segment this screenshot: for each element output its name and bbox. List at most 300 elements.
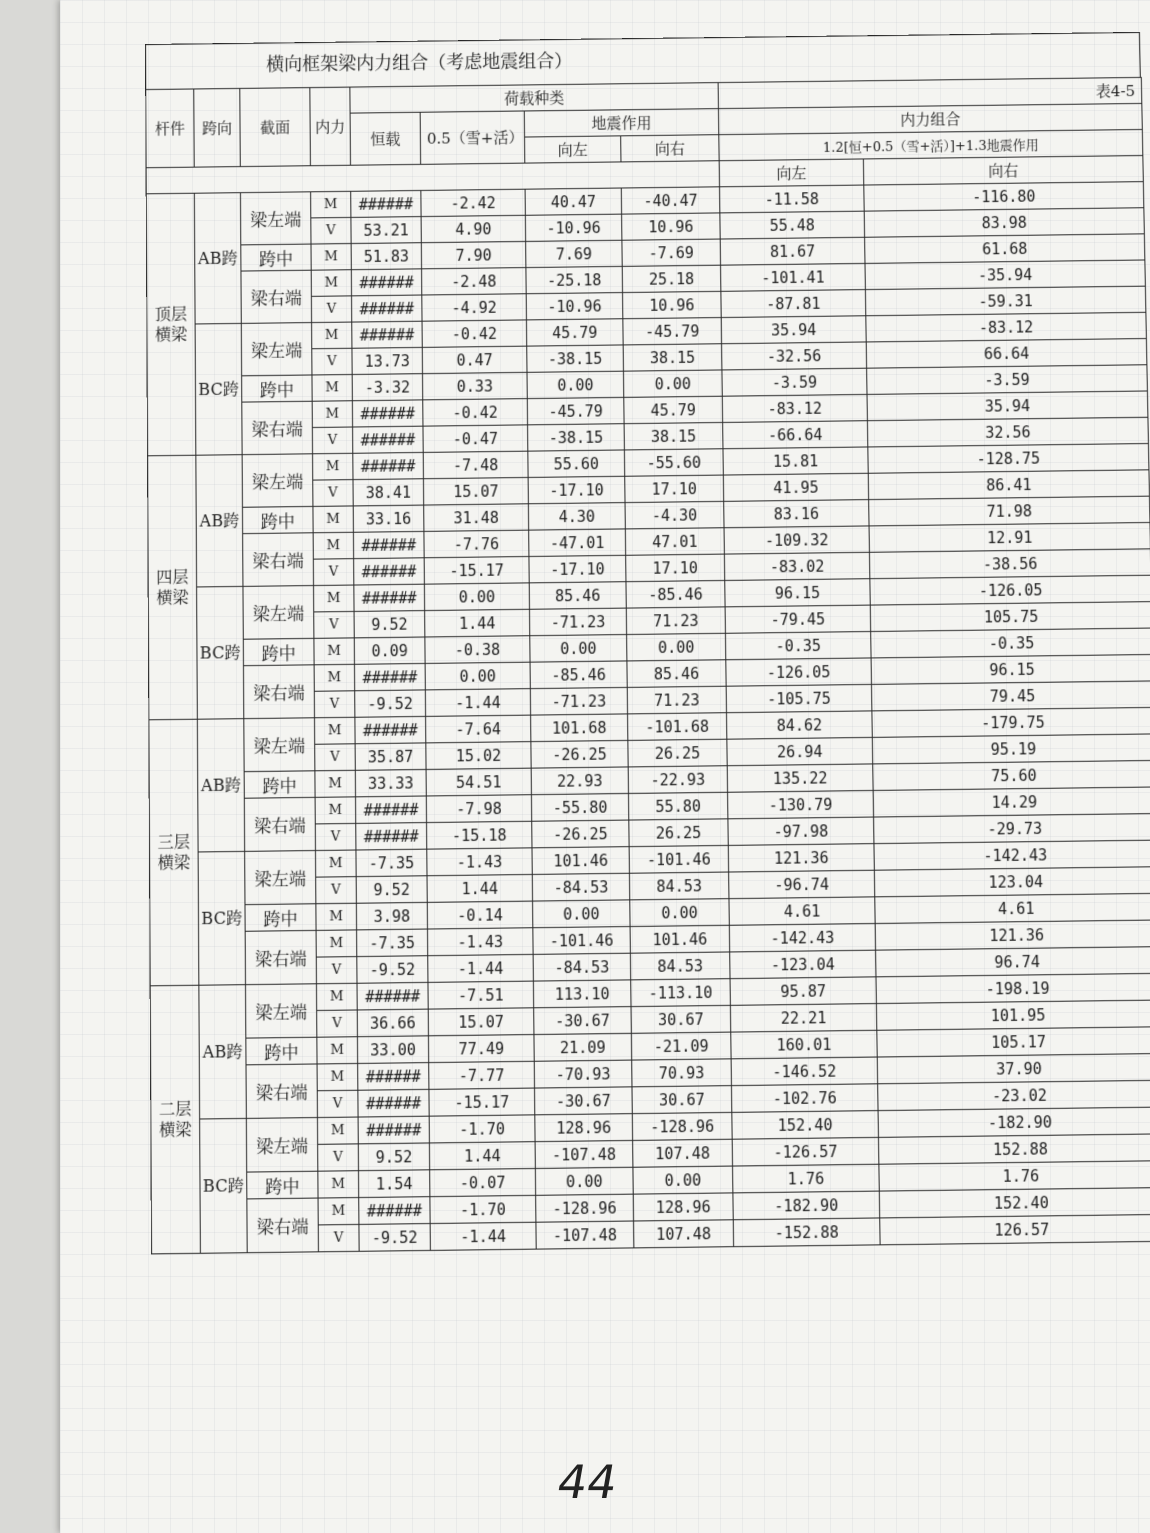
- snow-live-cell: -1.44: [430, 1222, 536, 1250]
- force-type-cell: M: [313, 453, 353, 480]
- span-label: AB跨: [199, 985, 246, 1119]
- section-label: 跨中: [241, 244, 311, 271]
- combo-right-cell: 71.98: [869, 496, 1150, 526]
- dead-load-cell: -9.52: [357, 956, 428, 984]
- force-type-cell: V: [317, 1010, 358, 1037]
- dead-load-cell: ######: [356, 823, 427, 850]
- combo-left-cell: -83.02: [724, 552, 869, 580]
- snow-live-cell: -7.48: [423, 451, 528, 479]
- seismic-left-cell: 40.47: [525, 188, 622, 215]
- seismic-left-cell: -84.53: [532, 873, 629, 901]
- force-type-cell: M: [316, 903, 357, 930]
- combo-left-cell: -96.74: [729, 870, 875, 898]
- combo-left-cell: -79.45: [725, 605, 871, 633]
- seismic-right-cell: 0.00: [630, 899, 730, 927]
- seismic-left-cell: 0.00: [533, 900, 631, 928]
- combo-left-cell: 55.48: [720, 211, 865, 239]
- dead-load-cell: 0.09: [354, 637, 425, 664]
- combo-right-cell: -3.59: [867, 365, 1148, 395]
- combo-right-cell: -83.12: [866, 312, 1147, 342]
- combo-left-cell: 96.15: [725, 579, 871, 607]
- combo-right-cell: 105.17: [877, 1027, 1150, 1057]
- seismic-left-cell: 55.60: [528, 450, 625, 477]
- seismic-right-cell: 0.00: [627, 633, 726, 661]
- snow-live-cell: 15.02: [426, 742, 531, 770]
- dead-load-cell: ######: [358, 1089, 429, 1117]
- section-label: 梁左端: [244, 718, 315, 772]
- table-header: [146, 77, 1144, 193]
- combo-left-cell: -3.59: [722, 368, 867, 396]
- combo-left-cell: -32.56: [722, 342, 867, 370]
- dead-load-cell: 33.00: [357, 1036, 428, 1064]
- combo-left-cell: -105.75: [726, 684, 872, 712]
- combo-left-cell: -142.43: [729, 923, 875, 951]
- combo-right-cell: 75.60: [873, 760, 1150, 790]
- dead-load-cell: 53.21: [351, 217, 421, 244]
- seismic-right-cell: -21.09: [631, 1032, 731, 1060]
- dead-load-cell: 33.33: [355, 769, 426, 796]
- snow-live-cell: -0.42: [423, 399, 528, 427]
- header-seismic-left: 向左: [525, 136, 621, 163]
- combo-right-cell: 66.64: [866, 339, 1147, 369]
- combo-left-cell: 81.67: [720, 237, 865, 265]
- force-type-cell: V: [311, 296, 351, 323]
- span-label: BC跨: [198, 851, 245, 985]
- combo-left-cell: -101.41: [721, 263, 866, 291]
- section-label: 跨中: [245, 904, 316, 932]
- seismic-right-cell: 71.23: [627, 686, 726, 714]
- seismic-left-cell: -30.67: [534, 1007, 632, 1035]
- dead-load-cell: 9.52: [358, 1143, 429, 1171]
- section-label: 梁左端: [243, 586, 314, 640]
- paper-page: [60, 0, 1150, 1533]
- combo-left-cell: -0.35: [725, 632, 871, 660]
- seismic-right-cell: 128.96: [633, 1193, 733, 1221]
- combo-right-cell: 14.29: [873, 787, 1150, 817]
- seismic-right-cell: 17.10: [626, 554, 725, 582]
- seismic-right-cell: 85.46: [627, 660, 726, 688]
- combo-left-cell: 152.40: [732, 1111, 879, 1140]
- combo-right-cell: 105.75: [870, 602, 1150, 632]
- seismic-left-cell: 113.10: [533, 980, 631, 1008]
- snow-live-cell: 0.00: [424, 583, 529, 611]
- seismic-left-cell: -25.18: [526, 266, 623, 293]
- header-force: 内力: [310, 87, 351, 166]
- seismic-left-cell: 128.96: [535, 1114, 633, 1142]
- force-type-cell: V: [313, 559, 354, 586]
- section-label: 梁右端: [247, 1198, 319, 1253]
- combo-right-cell: -128.75: [868, 444, 1149, 474]
- dead-load-cell: 38.41: [353, 479, 424, 506]
- seismic-right-cell: 17.10: [625, 475, 724, 503]
- seismic-right-cell: 10.96: [623, 291, 722, 318]
- force-type-cell: M: [315, 770, 356, 797]
- dead-load-cell: 9.52: [354, 611, 425, 638]
- seismic-left-cell: -38.15: [528, 424, 625, 451]
- seismic-right-cell: 107.48: [633, 1139, 733, 1167]
- seismic-left-cell: -70.93: [534, 1060, 632, 1088]
- section-label: 跨中: [244, 771, 315, 798]
- force-type-cell: M: [316, 930, 357, 957]
- combo-right-cell: 12.91: [869, 522, 1150, 552]
- snow-live-cell: 15.07: [428, 1008, 534, 1036]
- combo-left-cell: -146.52: [731, 1057, 878, 1086]
- snow-live-cell: -2.42: [421, 189, 525, 216]
- dead-load-cell: ######: [352, 400, 423, 427]
- snow-live-cell: -2.48: [422, 268, 527, 295]
- span-label: AB跨: [194, 193, 241, 324]
- header-section: 截面: [240, 88, 311, 167]
- seismic-left-cell: -10.96: [526, 293, 623, 320]
- combo-right-cell: 79.45: [871, 681, 1150, 711]
- section-label: 梁右端: [244, 797, 315, 851]
- seismic-left-cell: 0.00: [530, 635, 627, 663]
- snow-live-cell: -15.18: [427, 821, 532, 849]
- combo-right-cell: 86.41: [868, 470, 1149, 500]
- seismic-right-cell: 0.00: [633, 1166, 733, 1194]
- span-label: AB跨: [197, 719, 244, 852]
- snow-live-cell: -1.70: [429, 1115, 535, 1143]
- force-combination-table: [145, 77, 1150, 1255]
- seismic-left-cell: -26.25: [532, 820, 629, 848]
- combo-left-cell: -182.90: [733, 1191, 880, 1220]
- snow-live-cell: 0.00: [425, 662, 530, 690]
- force-type-cell: M: [317, 1117, 358, 1144]
- snow-live-cell: 4.90: [421, 215, 526, 242]
- seismic-left-cell: 0.00: [527, 371, 624, 398]
- seismic-right-cell: -101.46: [629, 845, 729, 873]
- combo-right-cell: -116.80: [864, 182, 1144, 212]
- force-type-cell: V: [314, 691, 355, 718]
- force-type-cell: M: [313, 506, 353, 533]
- force-type-cell: M: [314, 638, 355, 665]
- dead-load-cell: -7.35: [356, 849, 427, 876]
- force-type-cell: M: [315, 797, 356, 824]
- snow-live-cell: -1.44: [425, 689, 530, 717]
- snow-live-cell: -0.14: [427, 901, 533, 929]
- combo-left-cell: 83.16: [724, 500, 869, 528]
- combo-right-cell: -35.94: [865, 260, 1145, 290]
- seismic-right-cell: -7.69: [622, 239, 721, 266]
- seismic-right-cell: 0.00: [623, 370, 722, 397]
- combo-right-cell: -126.05: [870, 575, 1150, 605]
- seismic-left-cell: -71.23: [530, 687, 627, 715]
- force-type-cell: M: [311, 191, 351, 218]
- combo-right-cell: 152.88: [878, 1134, 1150, 1164]
- seismic-left-cell: -107.48: [536, 1221, 634, 1249]
- seismic-left-cell: 0.00: [535, 1167, 633, 1195]
- section-label: 跨中: [242, 375, 313, 402]
- seismic-left-cell: -101.46: [533, 927, 631, 955]
- force-type-cell: M: [312, 374, 352, 401]
- force-type-cell: V: [311, 217, 351, 244]
- force-type-cell: V: [315, 744, 356, 771]
- combo-left-cell: -11.58: [720, 185, 865, 213]
- seismic-left-cell: 21.09: [534, 1033, 632, 1061]
- combo-left-cell: -83.12: [722, 394, 867, 422]
- dead-load-cell: ######: [352, 295, 422, 322]
- dead-load-cell: ######: [357, 982, 428, 1010]
- seismic-left-cell: -26.25: [531, 740, 628, 768]
- header-combination: 内力组合: [718, 103, 1142, 134]
- seismic-left-cell: -30.67: [535, 1087, 633, 1115]
- combo-left-cell: 41.95: [723, 473, 868, 501]
- force-type-cell: M: [317, 1037, 358, 1064]
- snow-live-cell: -1.44: [428, 954, 534, 982]
- snow-live-cell: -15.17: [429, 1088, 535, 1116]
- dead-load-cell: -9.52: [355, 690, 426, 717]
- seismic-left-cell: -10.96: [525, 214, 622, 241]
- seismic-left-cell: 101.46: [532, 847, 629, 875]
- combo-right-cell: 32.56: [867, 417, 1148, 447]
- dead-load-cell: 36.66: [357, 1009, 428, 1037]
- seismic-right-cell: 71.23: [626, 607, 725, 635]
- section-label: 梁左端: [246, 1118, 317, 1173]
- combo-right-cell: -29.73: [874, 814, 1150, 844]
- span-label: BC跨: [195, 323, 242, 455]
- header-combo-formula: 1.2[恒+0.5（雪+活）]+1.3地震作用: [719, 129, 1143, 160]
- floor-label: 四层横梁: [148, 455, 198, 720]
- table-title: 横向框架梁内力组合（考虑地震组合）: [145, 32, 1141, 89]
- force-type-cell: V: [315, 823, 356, 850]
- seismic-left-cell: 85.46: [529, 582, 626, 610]
- span-label: AB跨: [196, 455, 243, 587]
- snow-live-cell: 0.33: [422, 372, 527, 400]
- dead-load-cell: ######: [352, 321, 423, 348]
- dead-load-cell: ######: [353, 426, 424, 453]
- section-label: 跨中: [242, 506, 313, 533]
- header-member: 杆件: [146, 89, 194, 168]
- seismic-right-cell: 26.25: [629, 819, 728, 847]
- combo-right-cell: -182.90: [878, 1107, 1150, 1137]
- seismic-left-cell: 7.69: [526, 240, 623, 267]
- force-type-cell: M: [311, 244, 351, 271]
- snow-live-cell: 1.44: [427, 874, 533, 902]
- combo-left-cell: -152.88: [733, 1218, 880, 1247]
- combo-left-cell: 26.94: [727, 737, 873, 765]
- section-label: 梁左端: [240, 192, 311, 245]
- seismic-right-cell: 26.25: [628, 739, 727, 767]
- section-label: 梁左端: [242, 454, 313, 508]
- combo-right-cell: 123.04: [874, 867, 1150, 897]
- combo-right-cell: -0.35: [871, 628, 1150, 658]
- snow-live-cell: 77.49: [428, 1035, 534, 1063]
- force-type-cell: M: [318, 1198, 359, 1225]
- snow-live-cell: -7.76: [424, 530, 529, 558]
- force-type-cell: M: [314, 664, 355, 691]
- combo-right-cell: -59.31: [865, 286, 1145, 316]
- seismic-left-cell: -107.48: [535, 1140, 633, 1168]
- header-snow-live: 0.5（雪+活）: [420, 111, 525, 164]
- seismic-right-cell: 30.67: [632, 1086, 732, 1114]
- combo-left-cell: -97.98: [728, 817, 874, 845]
- span-label: BC跨: [197, 586, 244, 719]
- combo-right-cell: -38.56: [869, 549, 1150, 579]
- combo-right-cell: 96.74: [876, 947, 1150, 977]
- seismic-right-cell: -85.46: [626, 580, 725, 608]
- dead-load-cell: 51.83: [351, 243, 421, 270]
- section-label: 梁右端: [246, 1064, 317, 1118]
- snow-live-cell: 0.47: [422, 346, 527, 374]
- snow-live-cell: -4.92: [422, 294, 527, 321]
- seismic-left-cell: -128.96: [536, 1194, 634, 1222]
- snow-live-cell: -1.43: [427, 928, 533, 956]
- header-span: 跨向: [194, 88, 241, 167]
- dead-load-cell: ######: [358, 1116, 429, 1144]
- combo-left-cell: -126.05: [726, 658, 872, 686]
- combo-left-cell: -66.64: [723, 421, 868, 449]
- seismic-left-cell: -84.53: [533, 953, 631, 981]
- combo-right-cell: 121.36: [875, 920, 1150, 950]
- section-label: 梁右端: [243, 533, 314, 587]
- floor-label: 顶层横梁: [146, 193, 196, 456]
- force-type-cell: V: [313, 480, 353, 507]
- force-type-cell: M: [314, 585, 355, 612]
- header-combo-right: 向右: [863, 156, 1143, 186]
- snow-live-cell: -7.98: [426, 795, 531, 823]
- combo-right-cell: 126.57: [880, 1214, 1150, 1244]
- snow-live-cell: -7.64: [426, 715, 531, 743]
- seismic-left-cell: -17.10: [529, 555, 626, 583]
- section-label: 梁左端: [245, 984, 316, 1038]
- seismic-right-cell: -113.10: [631, 979, 731, 1007]
- header-dead-load: 恒载: [350, 112, 421, 165]
- header-seismic-right: 向右: [621, 135, 719, 162]
- combo-left-cell: -130.79: [728, 790, 874, 818]
- combo-right-cell: 35.94: [867, 391, 1148, 421]
- dead-load-cell: -9.52: [359, 1224, 430, 1252]
- combo-right-cell: -179.75: [872, 707, 1150, 737]
- combo-left-cell: 35.94: [721, 316, 866, 344]
- force-type-cell: V: [316, 957, 357, 984]
- dead-load-cell: ######: [354, 663, 425, 690]
- seismic-right-cell: 70.93: [632, 1059, 732, 1087]
- seismic-right-cell: 38.15: [624, 422, 723, 449]
- seismic-left-cell: 22.93: [531, 767, 628, 795]
- seismic-right-cell: 45.79: [624, 396, 723, 423]
- seismic-left-cell: -55.80: [531, 793, 628, 821]
- seismic-left-cell: 101.68: [531, 714, 628, 742]
- seismic-left-cell: -47.01: [529, 529, 626, 557]
- force-type-cell: M: [318, 1171, 359, 1198]
- force-type-cell: M: [313, 532, 353, 559]
- combo-left-cell: -87.81: [721, 290, 866, 318]
- snow-live-cell: -0.47: [423, 425, 528, 453]
- snow-live-cell: -7.51: [428, 981, 534, 1009]
- seismic-right-cell: -40.47: [621, 187, 720, 214]
- header-seismic: 地震作用: [524, 109, 719, 137]
- dead-load-cell: ######: [353, 531, 424, 558]
- seismic-right-cell: 38.15: [623, 344, 722, 371]
- dead-load-cell: 33.16: [353, 505, 424, 532]
- force-type-cell: M: [314, 717, 355, 744]
- force-type-cell: V: [317, 1090, 358, 1117]
- seismic-left-cell: -17.10: [528, 476, 625, 504]
- force-type-cell: V: [318, 1224, 359, 1251]
- seismic-right-cell: 30.67: [631, 1005, 731, 1033]
- seismic-right-cell: 47.01: [625, 528, 724, 556]
- snow-live-cell: -0.42: [422, 320, 527, 347]
- section-label: 梁右端: [245, 930, 316, 984]
- table-body: [146, 182, 1150, 1254]
- seismic-right-cell: -45.79: [623, 318, 722, 345]
- combo-right-cell: 96.15: [871, 654, 1150, 684]
- dead-load-cell: 9.52: [356, 876, 427, 904]
- dead-load-cell: ######: [351, 190, 421, 217]
- force-type-cell: M: [317, 1063, 358, 1090]
- dead-load-cell: ######: [351, 269, 421, 296]
- snow-live-cell: -0.07: [430, 1168, 536, 1196]
- header-load-types: 荷载种类: [350, 83, 719, 114]
- force-type-cell: M: [311, 270, 351, 297]
- dead-load-cell: 1.54: [358, 1170, 429, 1198]
- seismic-left-cell: 45.79: [526, 319, 623, 346]
- seismic-right-cell: -4.30: [625, 501, 724, 529]
- floor-label: 二层横梁: [150, 985, 200, 1254]
- seismic-right-cell: 25.18: [622, 265, 721, 292]
- force-type-cell: M: [312, 322, 352, 349]
- table-number: 表4-5: [718, 77, 1142, 108]
- combo-right-cell: -198.19: [876, 973, 1150, 1003]
- force-type-cell: M: [312, 401, 352, 428]
- combo-left-cell: -109.32: [724, 526, 869, 554]
- force-type-cell: M: [315, 850, 356, 877]
- handwritten-page-number: 44: [553, 1455, 622, 1509]
- combo-right-cell: -142.43: [874, 840, 1150, 870]
- combo-left-cell: -102.76: [731, 1084, 878, 1113]
- snow-live-cell: 54.51: [426, 768, 531, 796]
- combo-left-cell: 160.01: [731, 1030, 877, 1059]
- combo-left-cell: -123.04: [730, 950, 876, 978]
- seismic-left-cell: -38.15: [527, 345, 624, 372]
- snow-live-cell: -0.38: [425, 636, 530, 664]
- dead-load-cell: ######: [358, 1063, 429, 1091]
- section-label: 梁左端: [245, 851, 316, 905]
- snow-live-cell: -1.70: [430, 1195, 536, 1223]
- seismic-right-cell: -101.68: [628, 713, 727, 741]
- header-combo-left: 向左: [719, 159, 864, 187]
- combo-left-cell: 1.76: [733, 1164, 880, 1193]
- combo-right-cell: 95.19: [872, 734, 1150, 764]
- snow-live-cell: -1.43: [427, 848, 533, 876]
- dead-load-cell: ######: [356, 796, 427, 823]
- seismic-left-cell: -45.79: [527, 397, 624, 424]
- seismic-left-cell: 4.30: [528, 503, 625, 531]
- snow-live-cell: 31.48: [424, 504, 529, 532]
- dead-load-cell: ######: [354, 584, 425, 611]
- section-label: 跨中: [243, 638, 314, 665]
- snow-live-cell: -15.17: [424, 556, 529, 584]
- combo-left-cell: 84.62: [727, 711, 873, 739]
- seismic-left-cell: -85.46: [530, 661, 627, 689]
- combo-right-cell: 83.98: [864, 208, 1144, 238]
- force-type-cell: V: [318, 1144, 359, 1171]
- combo-right-cell: 61.68: [865, 234, 1145, 264]
- table-sheet: [145, 32, 1150, 1311]
- combo-left-cell: 15.81: [723, 447, 868, 475]
- seismic-right-cell: 101.46: [630, 925, 730, 953]
- section-label: 梁右端: [241, 270, 312, 323]
- combo-right-cell: 152.40: [879, 1188, 1150, 1218]
- snow-live-cell: 1.44: [429, 1142, 535, 1170]
- force-type-cell: M: [316, 983, 357, 1010]
- snow-live-cell: 15.07: [423, 477, 528, 505]
- section-label: 跨中: [247, 1171, 318, 1199]
- combo-left-cell: 135.22: [727, 764, 873, 792]
- dead-load-cell: -3.32: [352, 374, 423, 401]
- dead-load-cell: ######: [359, 1197, 430, 1225]
- combo-left-cell: 95.87: [730, 977, 876, 1006]
